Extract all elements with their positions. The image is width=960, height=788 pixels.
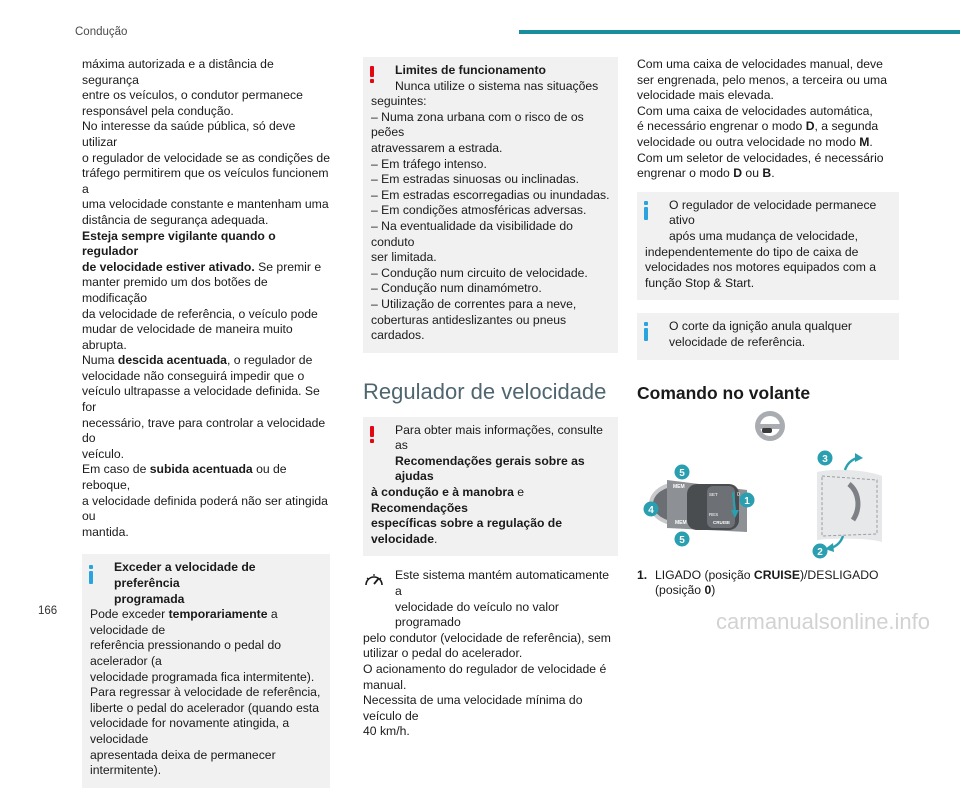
info-box-title: Exceder a velocidade de preferência programada (114, 560, 256, 606)
label-2 (813, 543, 828, 558)
header-accent-bar (519, 30, 960, 34)
label-1 (740, 492, 755, 507)
svg-text:MEM: MEM (675, 519, 687, 526)
info-icon (88, 565, 94, 584)
more-info-bold1: Recomendações gerais sobre as ajudas (395, 453, 585, 484)
svg-text:5: 5 (679, 534, 685, 546)
cruise-rest: pelo condutor (velocidade de referência), sem utilizar o pedal do acelerador. O acionamento do regulador de velocidade é manual. Necessita de uma velocidade mínima do veículo de 40 km/h. (363, 630, 611, 739)
section-title: Regulador de velocidade (363, 378, 607, 404)
label-3 (818, 450, 833, 465)
warning-icon (369, 66, 375, 83)
info-box-exceed-speed (82, 554, 330, 787)
svg-text:0: 0 (737, 491, 740, 498)
more-info-first: Para obter mais informações, consulte as (395, 422, 603, 453)
svg-text:MEM: MEM (673, 483, 685, 490)
stalk-side-view (817, 453, 882, 552)
footer-watermark-url: carmanualsonline.info (716, 609, 931, 634)
svg-text:RES: RES (709, 511, 719, 517)
info-icon (643, 201, 649, 220)
label-5-bottom (675, 531, 690, 546)
cruise-stalk-illustration (649, 480, 747, 532)
svg-text:2: 2 (817, 546, 823, 558)
info-box-body: Pode exceder temporariamente a velocidade de referência pressionando o pedal do acelerador (a velocidade programada fica intermitente). Para regressar à velocidade de referência, liberte o pedal do acelerador (quando esta velocidade for novamente atingida, a velocidade apresentada deixa de permanecer intermitente). (90, 607, 321, 778)
info-active-rest: independentemente do tipo de caixa de velocidades nos motores equipados com a função Stop & Start. (645, 244, 877, 290)
svg-text:4: 4 (648, 504, 654, 516)
svg-text:CRUISE: CRUISE (713, 519, 731, 525)
svg-text:5: 5 (679, 467, 685, 479)
warning-box-title: Limites de funcionamento (395, 63, 547, 77)
warning-icon (369, 426, 375, 443)
paragraph-gearbox: Com uma caixa de velocidades manual, deve ser engrenada, pelo menos, a terceira ou uma velocidade mais elevada. Com uma caixa de velocidades automática, é necessário engrenar o modo D, a segunda velocidade ou outra velocidade no modo M. Com um seletor de velocidades, é necessário engrenar o modo D ou B. (637, 57, 887, 181)
warning-box-more-info (363, 417, 618, 557)
steering-wheel-icon (755, 411, 785, 441)
info-ignition-text: O corte da ignição anula qualquer velocidade de referência. (669, 319, 852, 349)
warning-box-limits (363, 57, 618, 353)
column-3 (637, 57, 899, 599)
label-5-top (675, 464, 690, 479)
svg-text:1: 1 (744, 495, 750, 507)
cruise-first: Este sistema mantém automaticamente a velocidade do veículo no valor programado (395, 568, 610, 630)
label-4 (644, 501, 659, 516)
svg-text:3: 3 (822, 453, 828, 465)
svg-text:SET: SET (709, 491, 718, 497)
info-box-active (637, 192, 899, 301)
column-2 (363, 57, 618, 740)
list-item-1: 1. LIGADO (posição CRUISE)/DESLIGADO (posição 0) (637, 567, 879, 598)
more-info-line3: à condução e à manobra e Recomendações (371, 485, 525, 515)
more-info-line4: específicas sobre a regulação de velocidade. (371, 516, 563, 546)
header-title: Condução (75, 26, 128, 38)
warning-box-body: seguintes: – Numa zona urbana com o risco de os peões atravessarem a estrada. – Em tráfego intenso. – Em estradas sinuosas ou inclinadas. – Em estradas escorregadias ou inundadas. – Em condições atmosféricas adversas. – Na eventualidade da visibilidade do conduto ser limitada. – Condução num circuito de velocidade. – Condução num dinamómetro. – Utilização de correntes para a neve, coberturas antideslizantes ou pneus cardados. (371, 94, 610, 343)
speedometer-icon (363, 570, 385, 592)
page-number: 166 (38, 605, 58, 617)
paragraph-cruise (363, 568, 618, 740)
warning-box-first: Nunca utilize o sistema nas situações (395, 78, 599, 93)
info-icon (643, 322, 649, 341)
info-active-first: O regulador de velocidade permanece ativo após uma mudança de velocidade, (669, 197, 877, 243)
steering-control-diagram (637, 412, 899, 562)
info-box-ignition (637, 313, 899, 359)
paragraph-safety: máxima autorizada e a distância de segurança entre os veículos, o condutor permanece responsável pela condução. No interesse da saúde pública, só deve utilizar o regulador de velocidade se as condições de tráfego permitirem que os veículos funcionem a uma velocidade constante e mantenham uma distância de segurança adequada. (82, 57, 330, 227)
column-1 (82, 57, 330, 788)
sub-title: Comando no volante (637, 382, 811, 403)
paragraph-vigilance: Esteja sempre vigilante quando o regulador de velocidade estiver ativado. Se premir e manter premido um dos botões de modificação da velocidade de referência, o veículo pode mudar de velocidade de maneira muito abrupta. Numa descida acentuada, o regulador de velocidade não conseguirá impedir que o veículo ultrapasse a velocidade definida. Se for necessário, trave para controlar a velocidade do veículo. Em caso de subida acentuada ou de reboque, a velocidade definida poderá não ser atingida ou mantida. (82, 228, 328, 539)
